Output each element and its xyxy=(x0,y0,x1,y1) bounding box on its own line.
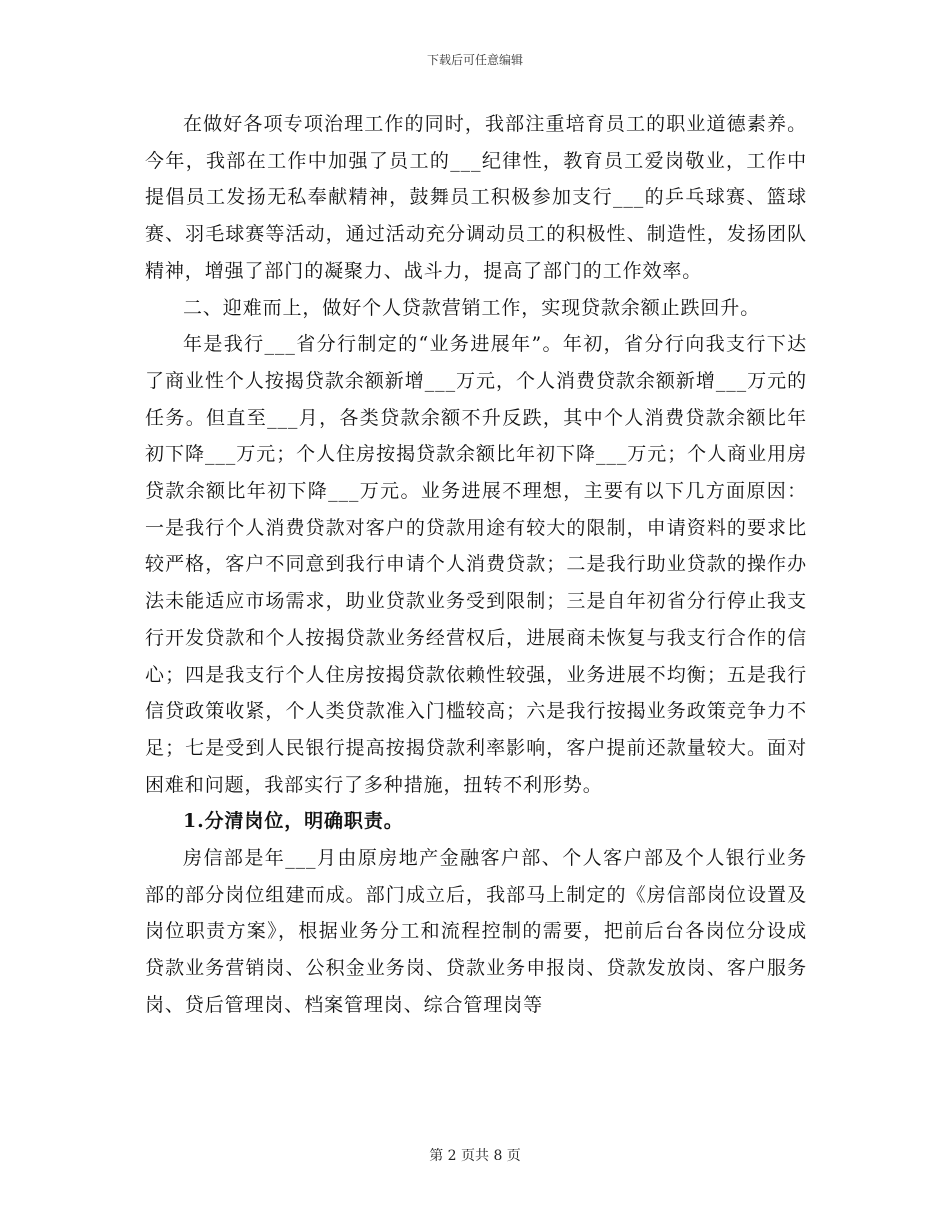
subheading-clarify-positions: 1.分清岗位，明确职责。 xyxy=(183,810,404,833)
page-number-footer: 第 2 页共 8 页 xyxy=(429,1148,521,1164)
document-body xyxy=(145,106,807,1024)
paragraph-business-development-year: 年是我行___省分行制定的“业务进展年”。年初，省分行向我支行下达了商业性个人按揭贷款余额新增___万元，个人消费贷款余额新增___万元的任务。但直至___月，各类贷款余额不升反跌，其中个人消费贷款余额比年初下降___万元；个人住房按揭贷款余额比年初下降___万元；个人商业用房贷款余额比年初下降___万元。业务进展不理想，主要有以下几方面原因：一是我行个人消费贷款对客户的贷款用途有较大的限制，申请资料的要求比较严格，客户不同意到我行申请个人消费贷款；二是我行助业贷款的操作办法未能适应市场需求，助业贷款业务受到限制；三是自年初省分行停止我支行开发贷款和个人按揭贷款业务经营权后，进展商未恢复与我支行合作的信心；四是我支行个人住房按揭贷款依赖性较强，业务进展不均衡；五是我行信贷政策收紧，个人类贷款准入门槛较高；六是我行按揭业务政策竞争力不足；七是受到人民银行提高按揭贷款利率影响，客户提前还款量较大。面对困难和问题，我部实行了多种措施，扭转不利形势。 xyxy=(145,333,807,796)
paragraph-professional-ethics: 在做好各项专项治理工作的同时，我部注重培育员工的职业道德素养。今年，我部在工作中加强了员工的___纪律性，教育员工爱岗敬业，工作中提倡员工发扬无私奉献精神，鼓舞员工积极参加支行___的乒乓球赛、篮球赛、羽毛球赛等活动，通过活动充分调动员工的积极性、制造性，发扬团队精神，增强了部门的凝聚力、战斗力，提高了部门的工作效率。 xyxy=(145,113,807,282)
paragraph-department-formation: 房信部是年___月由原房地产金融客户部、个人客户部及个人银行业务部的部分岗位组建而成。部门成立后，我部马上制定的《房信部岗位设置及岗位职责方案》，根据业务分工和流程控制的需要，把前后台各岗位分设成贷款业务营销岗、公积金业务岗、贷款业务申报岗、贷款发放岗、客户服务岗、贷后管理岗、档案管理岗、综合管理岗等 xyxy=(145,847,807,1016)
page-header: 下载后可任意编辑 xyxy=(426,53,523,67)
section-heading-loan-marketing: 二、迎难而上，做好个人贷款营销工作，实现贷款余额止跌回升。 xyxy=(183,296,761,319)
